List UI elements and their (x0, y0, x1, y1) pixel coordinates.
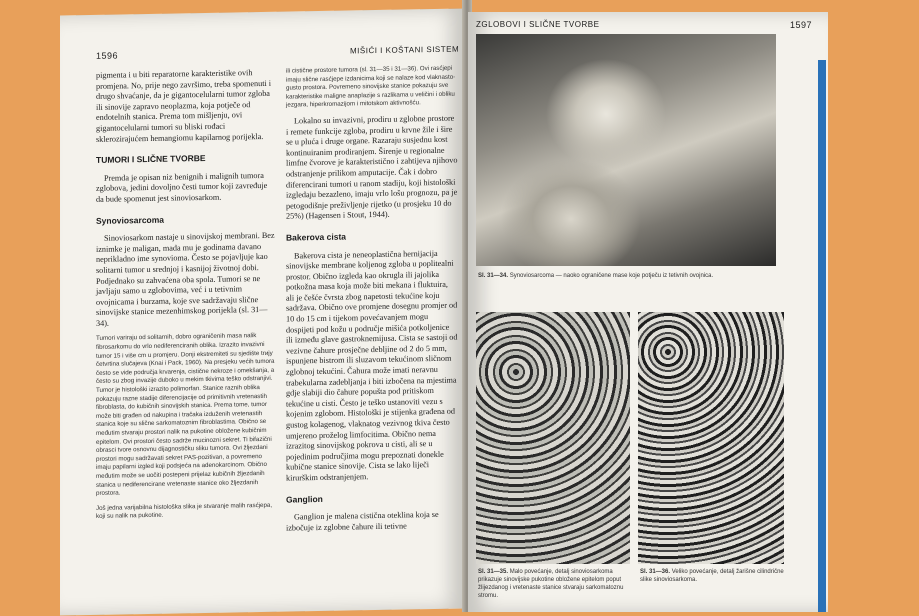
right-page-number: 1597 (790, 20, 813, 30)
left-page-number: 1596 (96, 50, 119, 61)
bakerova-cista-heading: Bakerova cista (286, 231, 347, 243)
left-running-head: MIŠIĆI I KOŠTANI SISTEM (350, 44, 460, 56)
histology-low-power-photo (476, 312, 630, 564)
ganglion-paragraph: Ganglion je malena cistična oteklina koja se izbočuje iz zglobne čahure ili tetivne (286, 510, 439, 533)
figure-31-35-text: Malo povećanje, detalj sinoviosarkoma prikazuje sinovijske pukotine obložene epitelom poput žlijezdanog i vretenaste stanice stvaraju sarkomatoznu stromu. (478, 569, 624, 599)
section-paragraph: Premda je opisan niz benignih i malignih tumora zglobova, jedini dovoljno česti tumor koji zavređuje da bude spomenut jest sinoviosarkom. (96, 170, 268, 204)
histology-high-power-photo (638, 312, 784, 564)
figure-31-34-label: Sl. 31—34. (478, 273, 509, 279)
ganglion-heading: Ganglion (286, 493, 323, 505)
figure-31-34-caption (478, 272, 778, 280)
col2-paragraph-1: Lokalno su invazivni, prodiru u zglobne prostore i remete funkcije zgloba, prodiru u krvne žile i šire se u pluća i druge organe. Razaraju susjednu kost kontinuiranim prodiranjem. Širenje u regionalne limfne čvorove je karakteristično i zahtijeva njihovo odstranjenje prilikom amputacije. Čak i dobro diferencirani tumori u ranom stadiju, koji histološki izgledaju bezazleno, imaju vrlo lošu prognozu, pa je petogodišnje preživljenje rijetko (u prosjeku 10 do 25%) (Hagensen i Stout, 1944). (286, 113, 458, 221)
figure-31-35-caption (478, 568, 628, 600)
left-column-2 (286, 65, 458, 540)
col2-small-print: ili cistične prostore tumora (sl. 31—35 i 31—36). Ovi rasćjepi imaju slične rasćjepe izdanicima koji se nalaze kod vlaknasto-gusto prostora. Povremeno sinovijske stanice pokazuju sve karakteristike maligne anaplazije s razlikama u veličini i obliku jezgara, hiperkromazijom i mitotskom aktivnošću. (286, 64, 456, 109)
section-heading: TUMORI I SLIČNE TVORBE (96, 153, 206, 166)
gross-specimen-photo (476, 34, 776, 266)
figure-31-36-label: Sl. 31—36. (640, 569, 671, 575)
bakerova-cista-paragraph: Bakerova cista je neneoplastična hernijacija sinovijske membrane koljenog zgloba u poplitealni prostor. Obično izgleda kao okrugla ili jajolika potkožna masa koja može biti mekana i fluktuira, ali je češće čvrsta zbog napetosti tekućine koju sadržava. Obično ove promjene dosegnu promjer od 10 do 15 cm i tijekom povećavanjem mogu dospijeti pod kožu u područje mišića potkoljenice ili između glave gastroknemijusa. Cista se sastoji od vezivne čahure prosječne debljine od 2 do 5 mm, ispunjene bistrom ili sluzavom tekućinom sličnom zglobnoj tekućini. Čahura može imati neravnu trabekularna zadebljanja i biti izbočena na mjestima gdje slabiji dio čahure popušta pod pritiskom tekućine u cisti. Često je teško ustanoviti vezu s kojenim zglobom. Histološki je stijenka građena od gustog kolagenog, vlaknatog vezivnog tkiva često umjereno proželog limfocitima. Obično nema izrazitog sinovijskog pokrova u cisti, ali se u pojedinim područjima mogu prepoznati donekle kubične stanice sinovije. Cista se lako liječi kirurškim odstranjenjem. (286, 248, 458, 483)
right-page (468, 12, 828, 612)
left-column-1 (96, 68, 276, 528)
subsection-paragraph: Sinoviosarkom nastaje u sinovijskoj membrani. Bez iznimke je maligan, mada mu je godinama davano neprikladno ime synovioma. Često se pojavljuje kao solitarni tumor u srednjoj i kasnijoj životnoj dobi. Podjednako su zahvaćena oba spola. Tumori se ne javljaju samo u zglobovima, već i u tetivnim ovojnicama i burzama, koje sve sadržavaju slične sinovijske stanice mezenhimskog porijekla (sl. 31—34). (96, 230, 275, 328)
small-print-last-line: Još jedna varijabilna histološka slika je stvaranje malih rasćjepa, koji su nalik na pukotine. (96, 501, 273, 521)
right-running-head: ZGLOBOVI I SLIČNE TVORBE (476, 20, 600, 29)
figure-31-36-caption (640, 568, 784, 584)
intro-paragraph: pigmenta i u biti reparatorne karakteristike ovih promjena. No, prije nego završimo, treba spomenuti i drugo shvaćanje, da je gigantocelularni tumor zgloba ili sinovije zapravo neoplazma, koja potječe od endotelnih stanica. Prema tom mišljenju, ovi gigantocelularni tumori su bliski rođaci sklerozirajućem hemangiomu kapilarnog porijekla. (96, 68, 272, 144)
small-print-paragraph: Tumori variraju od solitarnih, dobro ograničenih masa nalik fibrosarkomu do vrlo nediferenciranih oblika. Izrazito invazivni tumor 15 i više cm u promjeru. Donji ekstremiteti su sjedište trију četvrtina slučajeva (Knai i Pack, 1960). Na presjeku većih tumora često se vide područja krvarenja, cistične nekroze i omekšanja, a često su zbog invazije duboko u mekim tkivima teško odstranjivi. Tumor je histološki izrazito polimorfan. Stanice raznih oblika pokazuju razne stadije diferencijacije od primitivnih vretenastih fibroblasta, do kubičnih sinovijskih stanica. Prema tome, tumor može biti građen od nakupina i tračaka izduženih vretenastih stanica koje su slične sarkomatoznim fibroblastima. Obično se međutim stvaraju prostori nalik na pukotine obložene kubičnim epitelom. Ovi prostori često sadrže mucinozni sekret. Ti bifazični obrasci tvore osnovnu dijagnostičku sliku tumora. Ovi žljezdani prostori mogu sadržavati sekret PAS-pozitivan, a povremeno imaju papilarni izgled koji podsjeća na adenokarcinom. Obično međutim može se uočiti postepeni prijelaz kubičnih žljezdanih stanica u nediferencirane vretenaste stanice oko žljezdanih prostora. (96, 332, 275, 498)
blue-book-edge (818, 60, 826, 612)
figure-31-34-text: Synoviosarcoma — naoko ograničene mase koje potječu iz tetivnih ovojnica. (509, 273, 714, 279)
open-book (60, 0, 830, 612)
figure-31-35-label: Sl. 31—35. (478, 569, 509, 575)
figure-31-36-text: Veliko povećanje, detalj žarišne cilindrične slike sinoviosarkoma. (640, 569, 784, 583)
subsection-heading: Synoviosarcoma (96, 214, 165, 226)
left-page (60, 8, 465, 615)
